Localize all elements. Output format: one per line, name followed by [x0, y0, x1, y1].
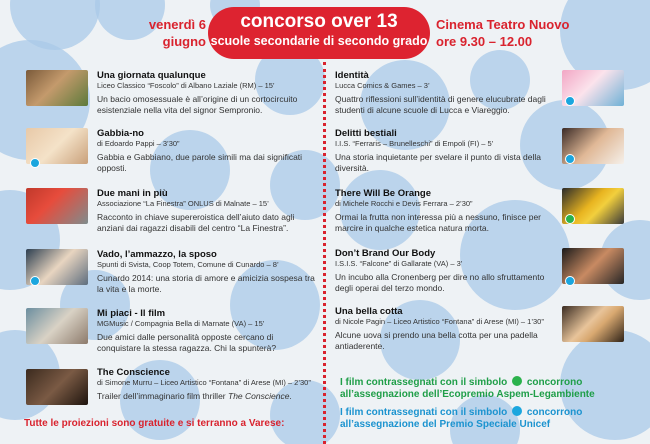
event-venue-time	[436, 16, 576, 50]
film-thumbnail	[26, 70, 88, 106]
event-date-day: venerdì 6	[148, 17, 206, 32]
film-entry	[97, 188, 317, 234]
column-divider	[323, 62, 326, 444]
film-entry	[335, 306, 557, 352]
film-thumbnail	[26, 308, 88, 344]
event-venue: Cinema Teatro Nuovo	[436, 17, 570, 32]
film-thumbnail	[26, 369, 88, 405]
film-credit: di Simone Murru – Liceo Artistico “Fontana” di Arese (MI) – 2’30”	[97, 378, 311, 387]
film-credit: Associazione “La Finestra” ONLUS di Malnate – 15’	[97, 199, 269, 208]
film-entry	[97, 249, 317, 295]
footer-note: Tutte le proiezioni sono gratuite e si terranno a Varese:	[24, 418, 285, 429]
unicef-marker-icon	[565, 96, 575, 106]
film-title: Delitti bestiali	[335, 128, 397, 139]
film-title: There Will Be Orange	[335, 188, 431, 199]
film-description: Ormai la frutta non interessa più a nessuno, finisce per marcire in qualche estetica natura morta.	[335, 212, 541, 233]
film-thumbnail	[562, 306, 624, 342]
film-credit: di Nicole Pagin – Liceo Artistico “Fontana” di Arese (MI) – 1’30”	[335, 317, 544, 326]
film-description: Alcune uova si prendo una bella cotta per una padella antiaderente.	[335, 330, 538, 351]
film-description: Quattro riflessioni sull’identità di genere elucubrate dagli studenti di alcune scuole di Lucca e Viareggio.	[335, 94, 546, 115]
film-title: Una giornata qualunque	[97, 70, 206, 81]
legend-ecopremio-suffix: concorrono	[526, 377, 583, 388]
event-date-month: giugno	[162, 34, 206, 49]
film-entry	[335, 70, 557, 116]
event-subtitle: scuole secondarie di secondo grado	[210, 34, 428, 48]
film-description: Cunardo 2014: una storia di amore e amicizia sospesa tra la vita e la morte.	[97, 273, 315, 294]
film-description: Un incubo alla Cronenberg per dire no allo sfruttamento degli operai del terzo mondo.	[335, 272, 545, 293]
film-description: Una storia inquietante per svelare il punto di vista della diversità.	[335, 152, 542, 173]
event-title-badge	[208, 7, 430, 59]
film-thumbnail	[26, 188, 88, 224]
film-entry	[335, 128, 557, 174]
film-credit: Liceo Classico “Foscolo” di Albano Laziale (RM) – 15’	[97, 81, 275, 90]
event-time: ore 9.30 – 12.00	[436, 34, 533, 49]
legend-unicef-suffix: concorrono	[526, 407, 583, 418]
legend-ecopremio	[340, 376, 600, 401]
film-title: The Conscience	[97, 367, 170, 378]
film-credit: I.S.I.S. “Falcone” di Gallarate (VA) – 3’	[335, 259, 463, 268]
film-title: Mi piaci - Il film	[97, 308, 166, 319]
film-entry	[97, 367, 317, 402]
event-title: concorso over 13	[240, 11, 398, 32]
film-credit: I.I.S. “Ferraris – Brunelleschi” di Empoli (FI) – 5’	[335, 139, 494, 148]
film-description-title: The Conscience	[228, 391, 290, 401]
film-description	[97, 391, 317, 402]
film-description: Un bacio omosessuale è all’origine di un cortocircuito esistenziale nella vita del signor Sempronio.	[97, 94, 298, 115]
film-description: Due amici dalle personalità opposte cercano di conquistare la stessa ragazza. Chi la spunterà?	[97, 332, 277, 353]
legend-ecopremio-award: all’assegnazione dell’Ecopremio Aspem-Legambiente	[340, 389, 595, 400]
film-title: Don’t Brand Our Body	[335, 248, 436, 259]
film-title: Vado, l’ammazzo, la sposo	[97, 249, 217, 260]
green-dot-icon	[512, 376, 522, 386]
film-credit: Spunti di Svista, Coop Totem, Comune di Cunardo – 8’	[97, 260, 279, 269]
film-entry	[97, 128, 317, 174]
legend-unicef	[340, 406, 600, 431]
unicef-marker-icon	[565, 154, 575, 164]
film-title: Due mani in più	[97, 188, 168, 199]
film-credit: di Edoardo Pappi – 3’30”	[97, 139, 180, 148]
film-title: Una bella cotta	[335, 306, 403, 317]
unicef-marker-icon	[565, 276, 575, 286]
film-entry	[97, 70, 317, 116]
film-description: Racconto in chiave supereroistica dell’aiuto dato agli anziani dai ragazzi disabili del centro “La Finestra”.	[97, 212, 295, 233]
legend-unicef-award: all’assegnazione del Premio Speciale Unicef	[340, 419, 551, 430]
unicef-marker-icon	[30, 276, 40, 286]
ecopremio-marker-icon	[565, 214, 575, 224]
legend-unicef-prefix: I film contrassegnati con il simbolo	[340, 407, 508, 418]
legend-ecopremio-prefix: I film contrassegnati con il simbolo	[340, 377, 508, 388]
film-entry	[335, 188, 557, 234]
film-credit: di Michele Rocchi e Devis Ferrara – 2’30”	[335, 199, 473, 208]
film-description-suffix: .	[289, 391, 292, 401]
film-credit: Lucca Comics & Games – 3’	[335, 81, 430, 90]
unicef-marker-icon	[30, 158, 40, 168]
event-date	[140, 16, 206, 50]
blue-dot-icon	[512, 406, 522, 416]
film-credit: MGMusic / Compagnia Bella di Marnate (VA) – 15’	[97, 319, 265, 328]
film-title: Gabbia-no	[97, 128, 144, 139]
film-description-prefix: Trailer dell’immaginario film thriller	[97, 391, 228, 401]
film-entry	[97, 308, 317, 354]
film-title: Identità	[335, 70, 369, 81]
film-entry	[335, 248, 557, 294]
film-description: Gabbia e Gabbiano, due parole simili ma dai significati opposti.	[97, 152, 303, 173]
